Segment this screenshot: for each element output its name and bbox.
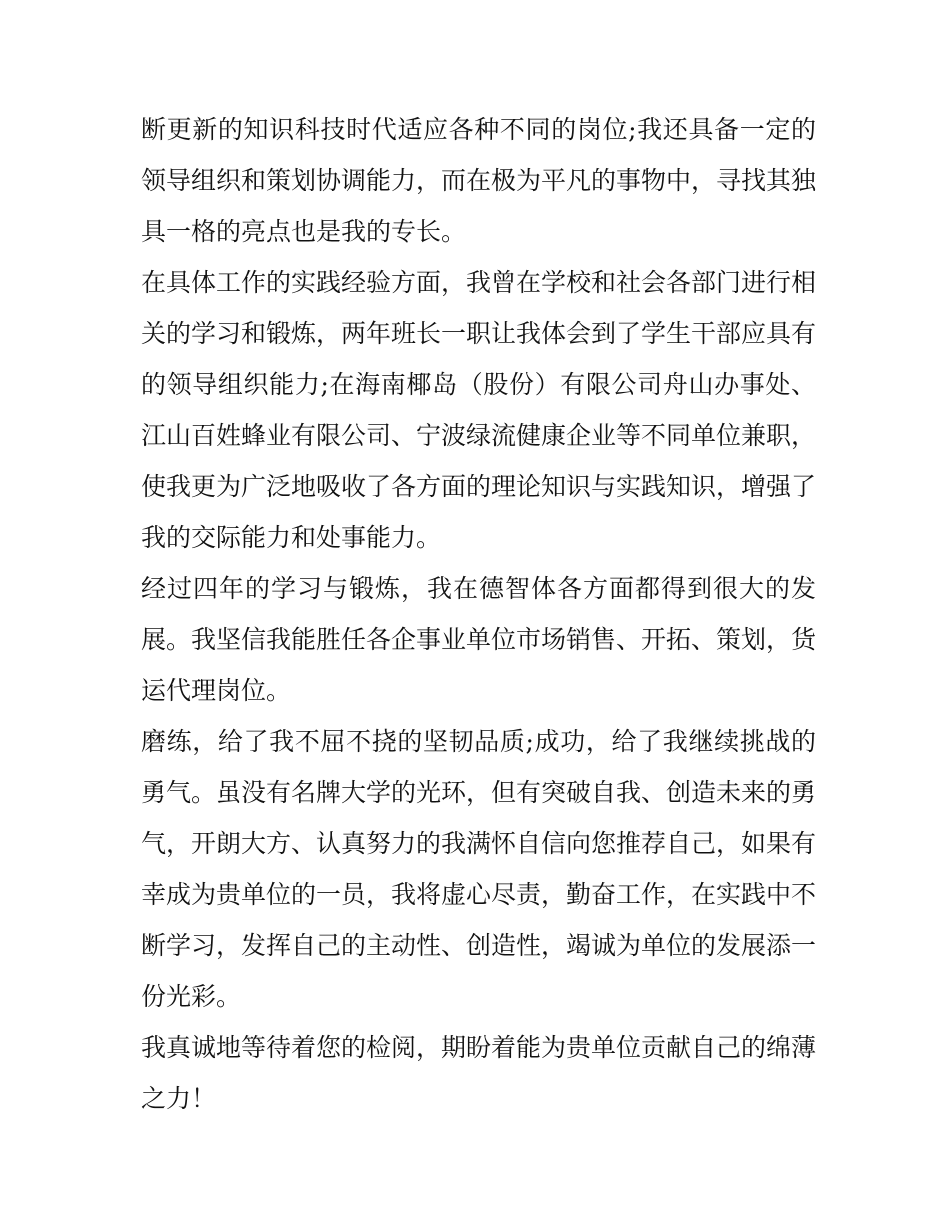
text-line: 断更新的知识科技时代适应各种不同的岗位;我还具备一定的: [141, 115, 816, 144]
text-line: 的领导组织能力;在海南椰岛（股份）有限公司舟山办事处、: [141, 370, 816, 399]
text-line: 江山百姓蜂业有限公司、宁波绿流健康企业等不同单位兼职，: [141, 421, 816, 450]
paragraph-1: [141, 104, 816, 257]
text-line: 使我更为广泛地吸收了各方面的理论知识与实践知识，增强了: [141, 472, 816, 501]
text-line: 断学习，发挥自己的主动性、创造性，竭诚为单位的发展添一: [141, 931, 816, 960]
text-line: 我的交际能力和处事能力。: [141, 523, 442, 552]
paragraph-2: [141, 257, 816, 563]
text-line: 我真诚地等待着您的检阅，期盼着能为贵单位贡献自己的绵薄: [141, 1033, 816, 1062]
text-line: 气，开朗大方、认真努力的我满怀自信向您推荐自己，如果有: [141, 829, 816, 858]
text-line: 关的学习和锻炼，两年班长一职让我体会到了学生干部应具有: [141, 319, 816, 348]
text-line: 之力！: [141, 1084, 217, 1113]
text-line: 幸成为贵单位的一员，我将虚心尽责，勤奋工作，在实践中不: [141, 880, 816, 909]
paragraph-5: [141, 1022, 816, 1124]
text-line: 领导组织和策划协调能力，而在极为平凡的事物中，寻找其独: [141, 166, 816, 195]
text-line: 经过四年的学习与锻炼，我在德智体各方面都得到很大的发: [141, 574, 816, 603]
text-line: 份光彩。: [141, 982, 242, 1011]
text-line: 运代理岗位。: [141, 676, 292, 705]
text-line: 磨练，给了我不屈不挠的坚韧品质;成功，给了我继续挑战的: [141, 727, 816, 756]
text-line: 展。我坚信我能胜任各企事业单位市场销售、开拓、策划，货: [141, 625, 816, 654]
paragraph-4: [141, 716, 816, 1022]
text-line: 勇气。虽没有名牌大学的光环，但有突破自我、创造未来的勇: [141, 778, 816, 807]
document-body: [141, 104, 816, 1124]
text-line: 在具体工作的实践经验方面，我曾在学校和社会各部门进行相: [141, 268, 816, 297]
text-line: 具一格的亮点也是我的专长。: [141, 217, 467, 246]
paragraph-3: [141, 563, 816, 716]
